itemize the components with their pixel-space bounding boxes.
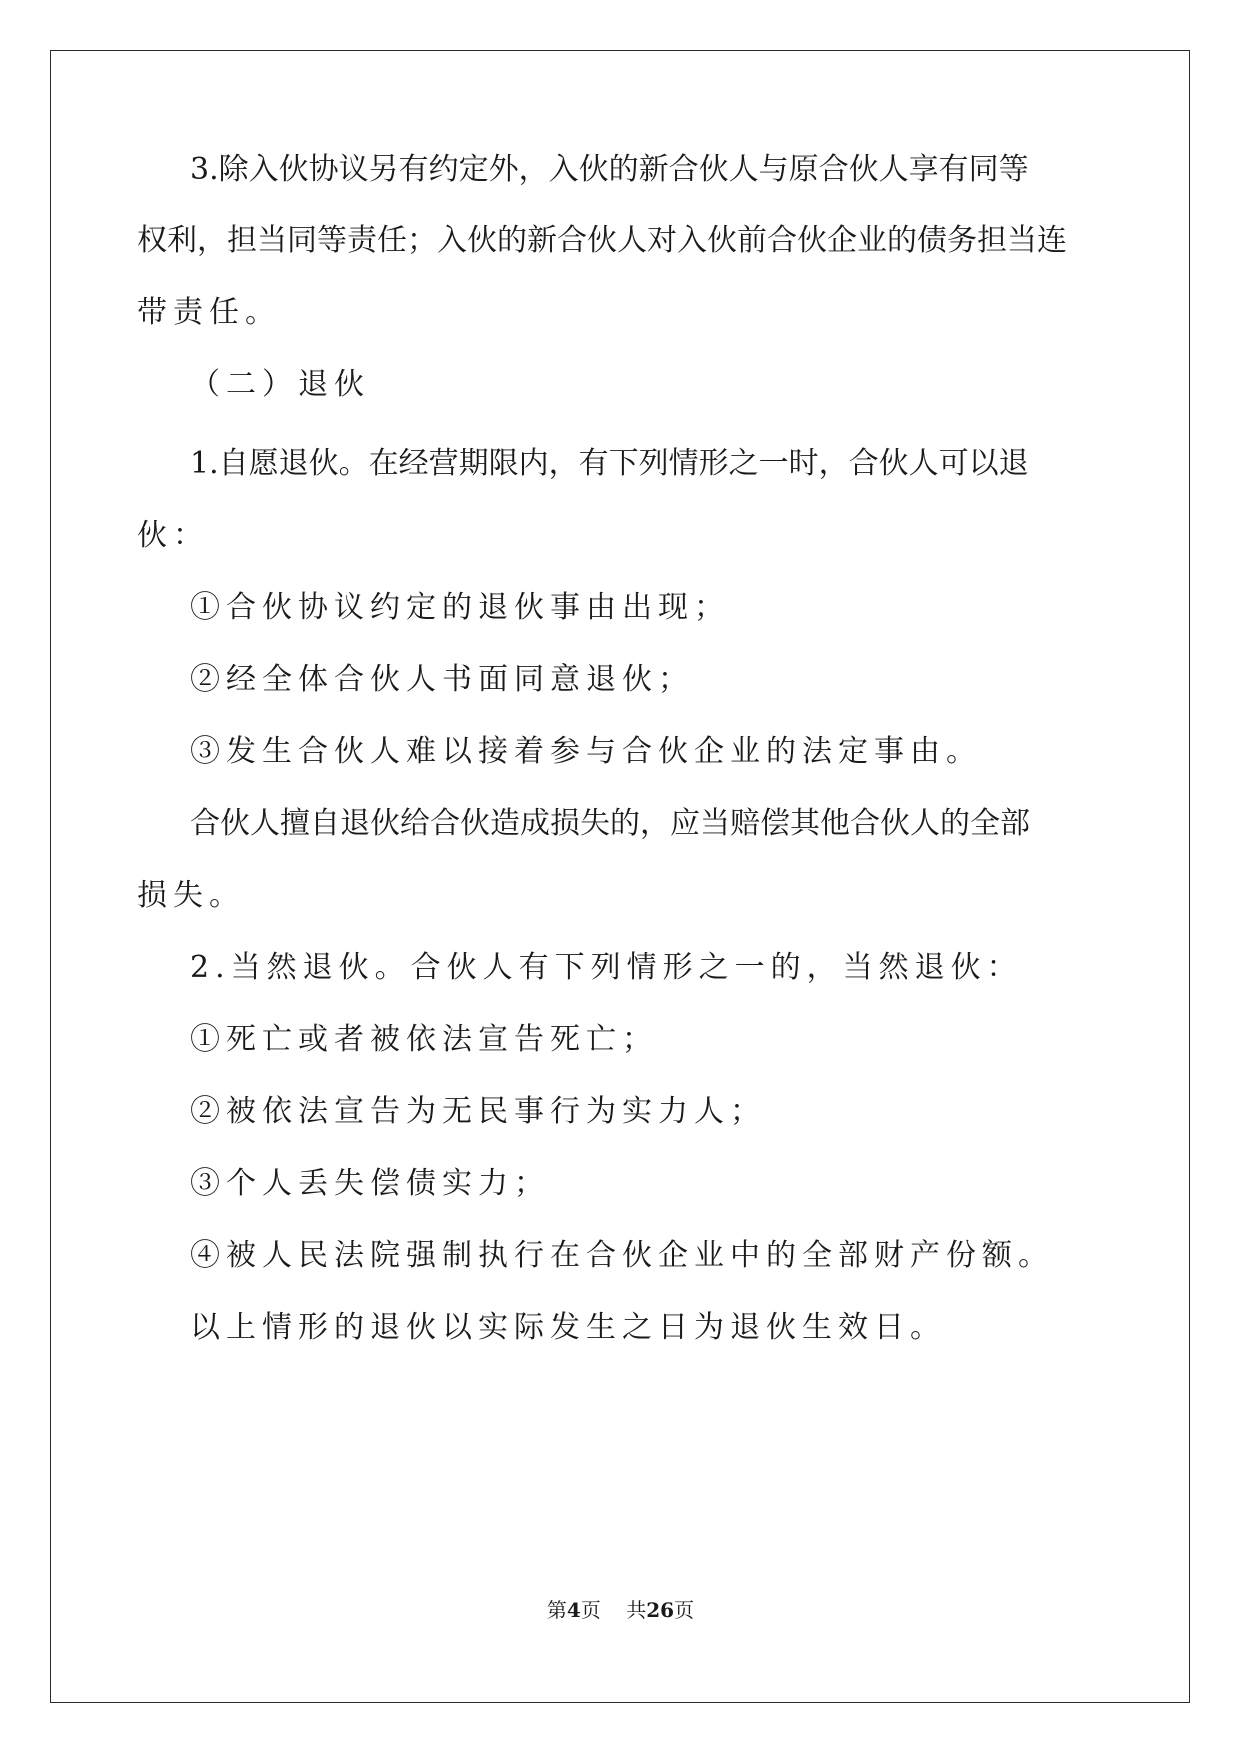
footer-prefix: 第 bbox=[546, 1598, 567, 1622]
list-item: ③个人丢失偿债实力； bbox=[190, 1166, 550, 1201]
list-item: ①合伙协议约定的退伙事由出现； bbox=[190, 590, 730, 625]
paragraph-line: 带责任。 bbox=[137, 295, 281, 330]
footer-total-prefix: 共 bbox=[626, 1598, 647, 1622]
footer-page-suffix: 页 bbox=[580, 1598, 601, 1622]
paragraph-line: 伙： bbox=[137, 518, 209, 553]
list-item: ①死亡或者被依法宣告死亡； bbox=[190, 1022, 658, 1057]
paragraph-line: 2.当然退伙。合伙人有下列情形之一的，当然退伙： bbox=[190, 950, 1023, 985]
paragraph-line: 损失。 bbox=[137, 878, 245, 913]
page-footer bbox=[0, 1598, 1241, 1622]
list-item: ②被依法宣告为无民事行为实力人； bbox=[190, 1094, 766, 1129]
paragraph-line: 权利，担当同等责任；入伙的新合伙人对入伙前合伙企业的债务担当连 bbox=[137, 223, 1067, 258]
paragraph-line: 合伙人擅自退伙给合伙造成损失的，应当赔偿其他合伙人的全部 bbox=[190, 806, 1030, 841]
paragraph-line: 1.自愿退伙。在经营期限内，有下列情形之一时，合伙人可以退 bbox=[190, 446, 1029, 481]
paragraph-line: 以上情形的退伙以实际发生之日为退伙生效日。 bbox=[190, 1310, 946, 1345]
footer-total-suffix: 页 bbox=[674, 1598, 695, 1622]
list-item: ②经全体合伙人书面同意退伙； bbox=[190, 662, 694, 697]
section-heading: （二）退伙 bbox=[190, 367, 370, 402]
paragraph-line: 3.除入伙协议另有约定外，入伙的新合伙人与原合伙人享有同等 bbox=[190, 152, 1029, 187]
list-item: ③发生合伙人难以接着参与合伙企业的法定事由。 bbox=[190, 734, 982, 769]
list-item: ④被人民法院强制执行在合伙企业中的全部财产份额。 bbox=[190, 1238, 1054, 1273]
page-number: 4 bbox=[566, 1598, 581, 1622]
total-pages: 26 bbox=[646, 1598, 675, 1622]
